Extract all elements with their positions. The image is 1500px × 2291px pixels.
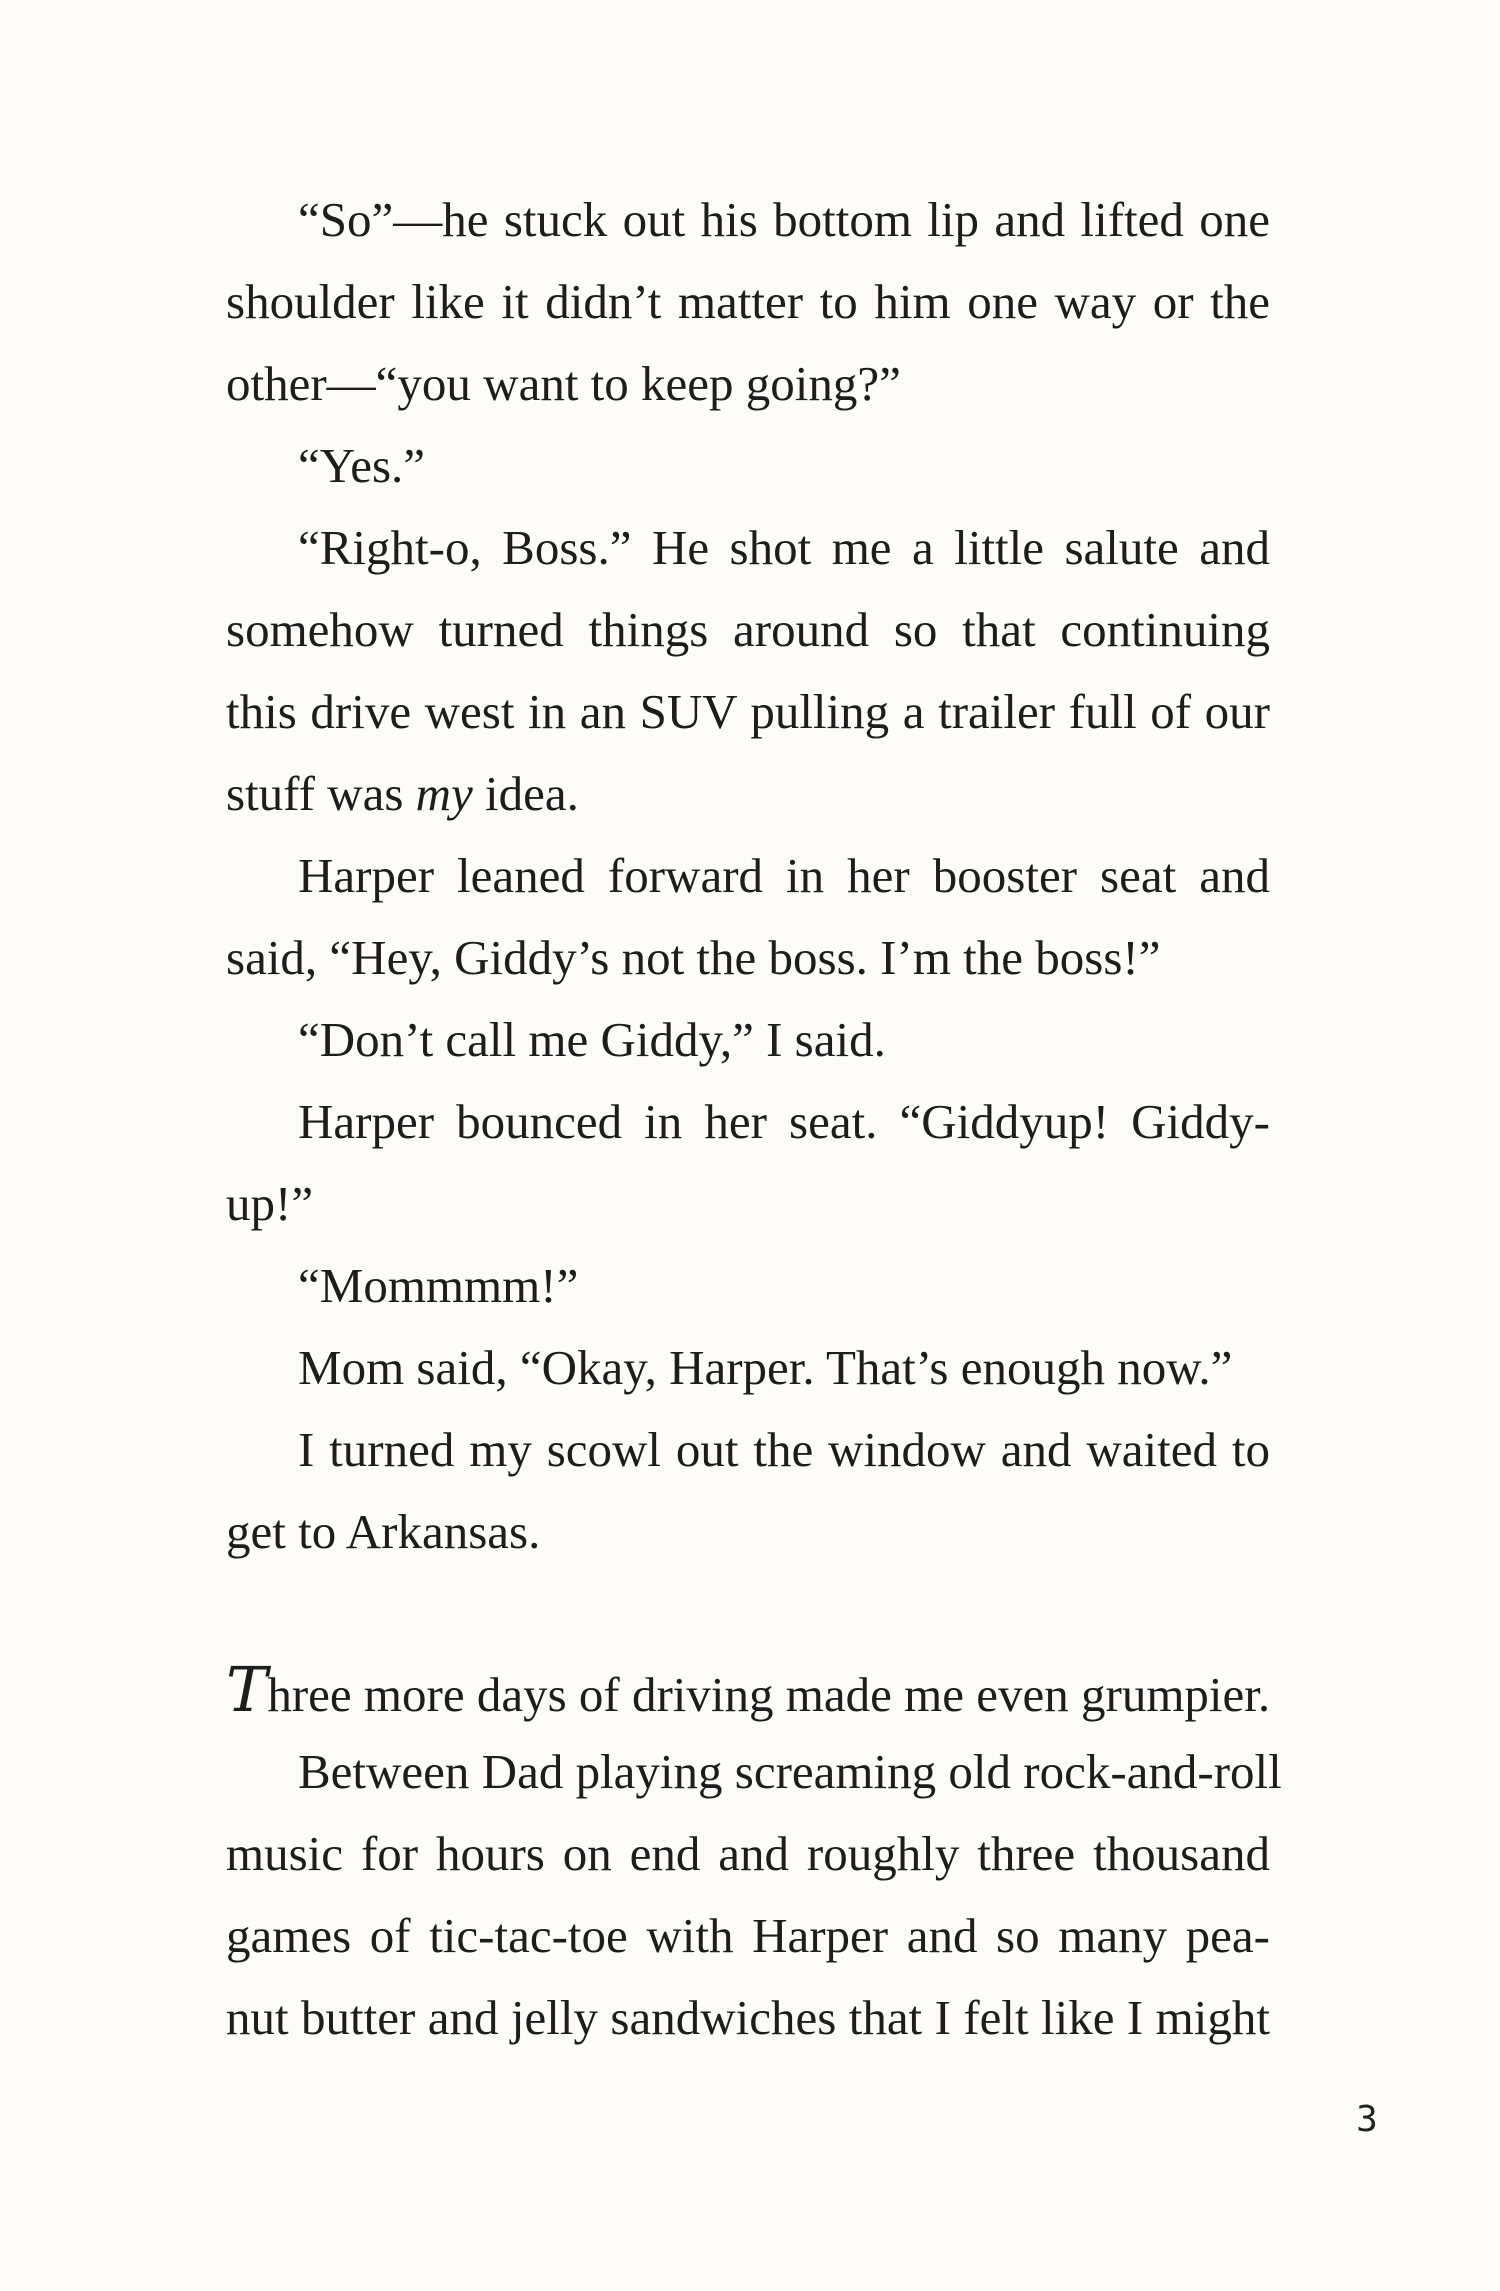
text-fragment: hree more days of driving made me even grumpier. bbox=[267, 1667, 1271, 1722]
text-line: “So”—he stuck out his bottom lip and lifted one bbox=[298, 192, 1270, 247]
text-fragment: stuff was bbox=[226, 766, 416, 821]
text-line: I turned my scowl out the window and waited to bbox=[298, 1422, 1270, 1477]
text-line: “Yes.” bbox=[298, 438, 426, 493]
text-line: other—“you want to keep going?” bbox=[226, 356, 901, 411]
text-line: “Right-o, Boss.” He shot me a little salute and bbox=[298, 520, 1270, 575]
text-line: somehow turned things around so that continuing bbox=[226, 602, 1270, 657]
text-line: Mom said, “Okay, Harper. That’s enough now.” bbox=[298, 1340, 1233, 1395]
emphasis-text: my bbox=[415, 766, 473, 821]
text-line: nut butter and jelly sandwiches that I felt like I might bbox=[226, 1990, 1270, 2045]
text-line: “Don’t call me Giddy,” I said. bbox=[298, 1012, 886, 1067]
text-fragment: idea. bbox=[472, 766, 579, 821]
page-number: 3 bbox=[1356, 2099, 1378, 2140]
text-line: said, “Hey, Giddy’s not the boss. I’m the boss!” bbox=[226, 930, 1161, 985]
text-line: shoulder like it didn’t matter to him one way or the bbox=[226, 274, 1270, 329]
text-line: “Mommmm!” bbox=[298, 1258, 579, 1313]
text-line: Harper bounced in her seat. “Giddyup! Giddy- bbox=[298, 1094, 1270, 1149]
text-line: Harper leaned forward in her booster seat and bbox=[298, 848, 1270, 903]
text-line: music for hours on end and roughly three thousand bbox=[226, 1826, 1270, 1881]
text-line bbox=[226, 764, 1270, 824]
text-line: this drive west in an SUV pulling a trailer full of our bbox=[226, 684, 1270, 739]
text-line: up!” bbox=[226, 1176, 314, 1231]
section-opening-line bbox=[226, 1653, 1271, 1726]
text-line: get to Arkansas. bbox=[226, 1504, 541, 1559]
text-line: games of tic-tac-toe with Harper and so many pea- bbox=[226, 1908, 1270, 1963]
drop-cap: T bbox=[226, 1653, 268, 1726]
text-line: Between Dad playing screaming old rock-and-roll bbox=[298, 1744, 1282, 1799]
